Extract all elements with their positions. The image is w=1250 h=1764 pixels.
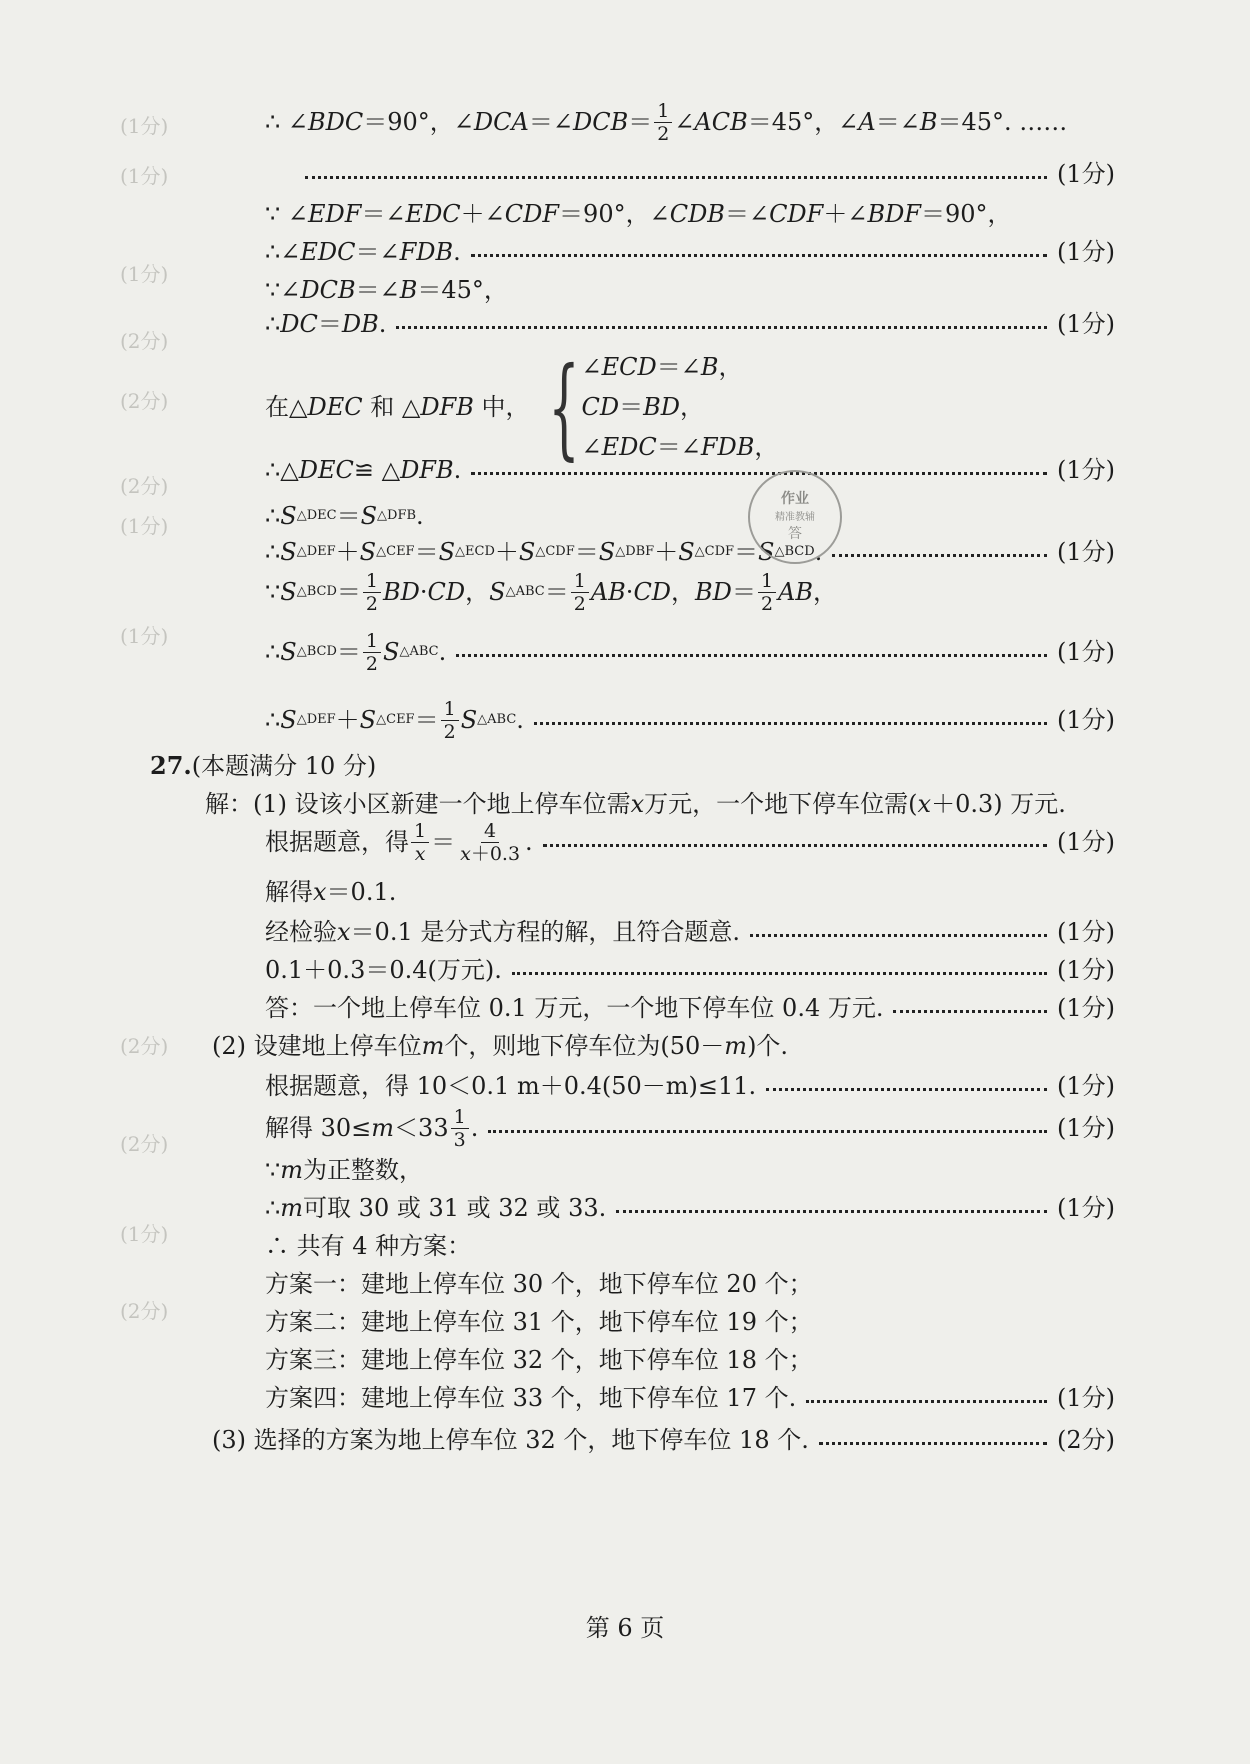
- leader-dots: [471, 254, 1047, 257]
- ghost-score: (1分): [120, 624, 169, 648]
- solution-line: [0, 1376, 1250, 1420]
- page-number: 第 6 页: [585, 1614, 665, 1642]
- line-text: ∴ DC ＝ DB .: [265, 310, 387, 338]
- leader-dots: [456, 654, 1047, 657]
- left-brace-icon: {: [548, 343, 581, 471]
- solution-line: [0, 630, 1250, 674]
- stamp-text-3: 答: [788, 526, 802, 542]
- leader-dots: [893, 1010, 1047, 1013]
- system-row: ∠EDC＝∠FDB，: [581, 433, 779, 461]
- solution-line: [0, 302, 1250, 346]
- line-text: 方案三：建地上停车位 32 个，地下停车位 18 个；: [265, 1346, 813, 1374]
- leader-dots: [534, 722, 1047, 725]
- leader-dots: [396, 326, 1047, 329]
- line-text: ∵∠ DCB ＝∠ B ＝45°，: [265, 276, 508, 304]
- line-text: 27. (本题满分 10 分): [150, 751, 377, 780]
- solution-line: [0, 870, 1250, 914]
- ghost-score: (1分): [120, 164, 169, 188]
- score-label: (1分): [1057, 1072, 1115, 1100]
- system-row: CD＝BD，: [581, 393, 704, 421]
- score-label: (1分): [1057, 1194, 1115, 1222]
- solution-line: [0, 570, 1250, 614]
- line-text: 经检验 x ＝0.1 是分式方程的解，且符合题意.: [265, 918, 740, 946]
- leader-dots: [488, 1130, 1047, 1133]
- leader-dots: [766, 1088, 1047, 1091]
- line-text: ∴△ DEC ≌ △ DFB .: [265, 456, 462, 484]
- line-text: ∵ m 为正整数，: [265, 1156, 424, 1184]
- ghost-score: (2分): [120, 329, 169, 353]
- solution-line: [0, 530, 1250, 574]
- line-text: ∴ 共有 4 种方案：: [265, 1232, 472, 1260]
- ghost-score: (1分): [120, 114, 169, 138]
- line-text: ∴ S △DEF ＋ S △CEF ＝ S △ECD ＋ S △CDF ＝ S △DBF ＋ S △CDF ＝ S △BCD .: [265, 538, 823, 566]
- leader-dots: [819, 1442, 1047, 1445]
- leader-dots: [832, 554, 1047, 557]
- score-label: (1分): [1057, 918, 1115, 946]
- score-label: (1分): [1057, 160, 1115, 188]
- solution-line: [0, 1418, 1250, 1462]
- leader-dots: [543, 844, 1047, 847]
- line-text: ∴ S △DEF ＋ S △CEF ＝ $\frac{1}{2}$ S △ABC .: [265, 697, 524, 743]
- line-text: (3) 选择的方案为地上停车位 32 个，地下停车位 18 个.: [212, 1426, 809, 1454]
- ghost-score: (2分): [120, 1299, 169, 1323]
- system-lead: 在△DEC 和 △DFB 中，: [265, 393, 530, 421]
- solution-line: [0, 698, 1250, 742]
- score-label: (1分): [1057, 994, 1115, 1022]
- score-label: (1分): [1057, 638, 1115, 666]
- line-text: 方案四：建地上停车位 33 个，地下停车位 17 个.: [265, 1384, 797, 1412]
- score-label: (1分): [1057, 310, 1115, 338]
- ghost-score: (1分): [120, 1222, 169, 1246]
- system-rows: [581, 347, 778, 467]
- line-text: ∴∠ EDC ＝∠ FDB .: [265, 238, 461, 266]
- line-text: 解得 30≤ m ＜33 $\frac{1}{3}$ .: [265, 1105, 479, 1151]
- line-text: 0.1＋0.3＝0.4(万元).: [265, 956, 502, 984]
- solution-line: [0, 1064, 1250, 1108]
- line-text: ∴ S △DEC ＝ S △DFB .: [265, 502, 424, 530]
- solution-line: [0, 1024, 1250, 1068]
- solution-line: [0, 152, 1250, 196]
- line-text: ∵ ∠ EDF ＝∠ EDC ＋∠ CDF ＝90°，∠ CDB ＝∠ CDF ＋∠ BDF ＝90°，: [265, 200, 1012, 228]
- ghost-score: (2分): [120, 389, 169, 413]
- leader-dots: [512, 972, 1047, 975]
- line-text: ∴ m 可取 30 或 31 或 32 或 33.: [265, 1194, 607, 1222]
- solution-line: [0, 100, 1250, 144]
- system-row: ∠ECD＝∠B，: [581, 353, 743, 381]
- score-label: (2分): [1057, 1426, 1115, 1454]
- ghost-score: (1分): [120, 262, 169, 286]
- solution-line: [0, 1106, 1250, 1150]
- score-label: (1分): [1057, 238, 1115, 266]
- ghost-score: (1分): [120, 514, 169, 538]
- leader-dots: [471, 472, 1047, 475]
- line-text: 根据题意，得 10＜0.1 m＋0.4(50－m)≤11.: [265, 1072, 757, 1100]
- line-text: 方案一：建地上停车位 30 个，地下停车位 20 个；: [265, 1270, 813, 1298]
- leader-dots: [750, 934, 1047, 937]
- score-label: (1分): [1057, 1384, 1115, 1412]
- ghost-score: (2分): [120, 474, 169, 498]
- line-text: (2) 设建地上停车位 m 个，则地下停车位为(50－ m )个.: [212, 1032, 789, 1060]
- score-label: (1分): [1057, 538, 1115, 566]
- line-text: 解得 x ＝0.1.: [265, 878, 397, 906]
- score-label: (1分): [1057, 956, 1115, 984]
- leader-dots: [616, 1210, 1047, 1213]
- leader-dots: [305, 176, 1047, 179]
- line-text: 根据题意，得 $\frac{1}{x}$ ＝ $\frac{4}{x+0.3}$ .: [265, 819, 533, 865]
- leader-dots: [806, 1400, 1047, 1403]
- ghost-score: (2分): [120, 1034, 169, 1058]
- line-text: ∴ ∠ BDC ＝90°，∠ DCA ＝∠ DCB ＝ $\frac{1}{2}$ ∠ ACB ＝45°，∠ A ＝∠ B ＝45°. ……: [265, 99, 1068, 145]
- line-text: 方案二：建地上停车位 31 个，地下停车位 19 个；: [265, 1308, 813, 1336]
- ghost-score: (2分): [120, 1132, 169, 1156]
- solution-line: [0, 820, 1250, 864]
- line-text: ∵ S △BCD ＝ $\frac{1}{2}$ BD · CD ， S △ABC ＝ $\frac{1}{2}$ AB · CD ， BD ＝ $\frac{1}{2}$ AB ，: [265, 569, 837, 615]
- score-label: (1分): [1057, 456, 1115, 484]
- line-text: 答：一个地上停车位 0.1 万元，一个地下停车位 0.4 万元.: [265, 994, 884, 1022]
- score-label: (1分): [1057, 828, 1115, 856]
- stamp-text-1: 作业: [781, 491, 809, 507]
- stamp-text-2: 精准教辅: [775, 512, 815, 523]
- line-text: ∴ S △BCD ＝ $\frac{1}{2}$ S △ABC .: [265, 629, 447, 675]
- score-label: (1分): [1057, 706, 1115, 734]
- score-label: (1分): [1057, 1114, 1115, 1142]
- watermark-stamp: [748, 470, 842, 564]
- line-text: 解：(1) 设该小区新建一个地上停车位需 x 万元，一个地下停车位需( x ＋0.3) 万元.: [205, 790, 1066, 818]
